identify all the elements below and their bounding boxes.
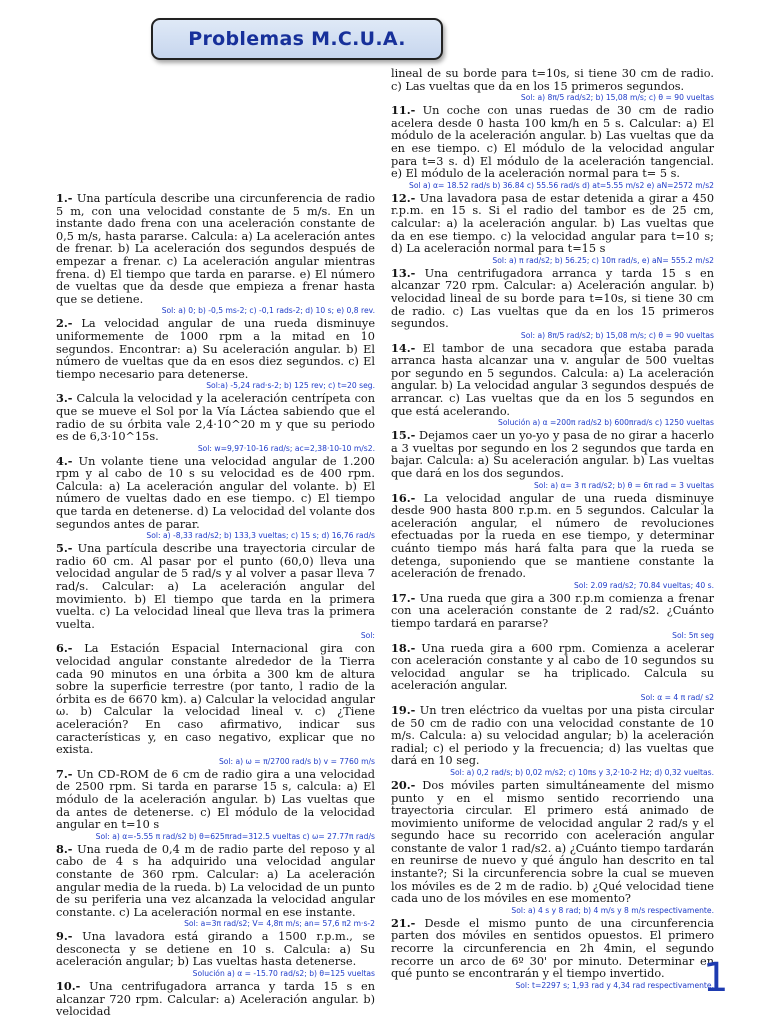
problem-number: 17.- bbox=[391, 590, 416, 605]
problem-r3 bbox=[391, 192, 714, 256]
problem-l2 bbox=[56, 317, 375, 381]
problem-l10 bbox=[56, 980, 375, 1019]
problem-number: 3.- bbox=[56, 391, 73, 406]
solution-line: Sol: a) π rad/s2; b) 56.25; c) 10π rad/s, e) aN= 555.2 m/s2 bbox=[492, 255, 714, 265]
problem-number: 12.- bbox=[391, 190, 416, 205]
problem-text: Un coche con unas ruedas de 30 cm de radio acelera desde 0 hasta 100 km/h en 5 s. Calcular: a) El módulo de la aceleración angular. b) Las vueltas que da en ese tiempo. c) El módulo de la velocidad angular para t=3 s. d) El módulo de la aceleración tangencial. e) El módulo de la aceleración normal para t= 5 s. bbox=[391, 104, 714, 181]
problem-text: La Estación Espacial Internacional gira con velocidad angular constante alrededor de la Tierra cada 90 minutos en una órbita a 300 km de altura sobre la superficie terrestre (por tanto, l radio de la órbita es de 6670 km). a) Calcular la velocidad angular ω. b) Calcular la velocidad lineal v. c) ¿Tiene aceleración? En caso afirmativo, indicar sus características y, en caso negativo, explicar que no exista. bbox=[56, 642, 376, 757]
problem-text: Un volante tiene una velocidad angular de 1.200 rpm y al cabo de 10 s su velocidad es de 400 rpm. Calcula: a) La aceleración angular del volante. b) El número de vueltas dado en ese tiempo. c) El tiempo que tarda en detenerse. d) La velocidad del volante dos segundos antes de parar. bbox=[56, 454, 375, 531]
problem-number: 5.- bbox=[56, 541, 73, 556]
problem-r4 bbox=[391, 267, 714, 331]
solution-line: Solución a) α = -15.70 rad/s2; b) θ=125 vueltas bbox=[192, 969, 375, 979]
problem-number: 13.- bbox=[391, 265, 416, 280]
left-column bbox=[56, 192, 375, 1019]
problem-text: Una rueda que gira a 300 r.p.m comienza a frenar con una aceleración constante de 2 rad/s2. ¿Cuánto tiempo tardará en pararse? bbox=[391, 591, 714, 630]
solution-line: Sol: a) ω = π/2700 rad/s b) v = 7760 m/s bbox=[218, 756, 375, 766]
solution-line: Sol: α = 4 π rad/ s2 bbox=[640, 692, 714, 702]
problem-r9 bbox=[391, 642, 714, 693]
problem-text: Una rueda gira a 600 rpm. Comienza a acelerar con aceleración constante y al cabo de 10 segundos su velocidad angular se ha triplicado. Calcula su aceleración angular. bbox=[391, 641, 714, 693]
problem-number: 2.- bbox=[56, 316, 73, 331]
problem-text: Una partícula describe una trayectoria circular de radio 60 cm. Al pasar por el punto (60,0) lleva una velocidad angular de 5 rad/s y al volver a pasar lleva 7 rad/s. Calcular: a) La aceleración angular del movimiento. b) El tiempo que tarda en la primera vuelta. c) La velocidad lineal que lleva tras la primera vuelta. bbox=[56, 542, 376, 631]
problem-text: Un tren eléctrico da vueltas por una pista circular de 50 cm de radio con una velocidad constante de 10 m/s. Calcula: a) su velocidad angular; b) la aceleración radial; c) el periodo y la frecuencia; d) las vueltas que dará en 10 seg. bbox=[391, 703, 714, 768]
problem-text: La velocidad angular de una rueda disminuye uniformemente de 1000 rpm a la mitad en 10 segundos. Encontrar: a) Su aceleración angular. b) El número de vueltas que da en esos diez segundos. c) El tiempo necesario para detenerse. bbox=[56, 317, 375, 381]
problem-r6 bbox=[391, 429, 714, 480]
solution-line: Sol: bbox=[360, 631, 375, 641]
problem-text: Desde el mismo punto de una circunferencia parten dos móviles en sentidos opuestos. El primero recorre la circunferencia en 2h 4min, el segundo recorre un arco de 6º 30' por minuto. Determinar en qué punto se encontrarán y el tiempo invertido. bbox=[391, 916, 715, 981]
problem-text: Una lavadora está girando a 1500 r.p.m., se desconecta y se detiene en 10 s. Calcula: a) Su aceleración angular; b) Las vueltas hasta detenerse. bbox=[56, 930, 375, 969]
solution-line: Solución a) α =200π rad/s2 b) 600πrad/s c) 1250 vueltas bbox=[498, 418, 714, 428]
right-column bbox=[391, 68, 714, 992]
problem-text: La velocidad angular de una rueda disminuye desde 900 hasta 800 r.p.m. en 5 segundos. Calcular la aceleración angular, el número de revoluciones efectuadas por la rueda en ese tiempo, y determinar cuánto tiempo más hará falta para que la rueda se detenga, suponiendo que se mantiene constante la aceleración de frenado. bbox=[391, 491, 714, 581]
problem-l7 bbox=[56, 768, 375, 832]
problem-l6 bbox=[56, 642, 375, 756]
problem-text: Una centrifugadora arranca y tarda 15 s en alcanzar 720 rpm. Calcular: a) Aceleración angular. b) velocidad bbox=[56, 980, 375, 1019]
problem-number: 1.- bbox=[56, 191, 73, 205]
problem-r1 bbox=[391, 68, 714, 93]
title-banner bbox=[151, 18, 443, 60]
problem-number: 6.- bbox=[56, 641, 73, 656]
solution-line: Sol:a) -5,24 rad·s-2; b) 125 rev; c) t=20 seg. bbox=[206, 381, 375, 391]
problem-number: 21.- bbox=[391, 915, 416, 930]
problem-number: 9.- bbox=[56, 929, 73, 944]
problem-text: Dejamos caer un yo-yo y pasa de no girar a hacerlo a 3 vueltas por segundo en los 2 segundos que tarda en bajar. Calcula: a) Su aceleración angular. b) Las vueltas que dará en los dos segundos. bbox=[391, 429, 714, 481]
problem-text: Un CD-ROM de 6 cm de radio gira a una velocidad de 2500 rpm. Si tarda en pararse 15 s, calcula: a) El módulo de la aceleración angular. b) Las vueltas que da antes de detenerse. c) El módulo de la velocidad angular en t=10 s bbox=[56, 767, 376, 832]
solution-line: Sol a) α= 18.52 rad/s b) 36.84 c) 55.56 rad/s d) at=5.55 m/s2 e) aN=2572 m/s2 bbox=[409, 180, 714, 190]
problem-number: 4.- bbox=[56, 453, 73, 468]
problem-l9 bbox=[56, 930, 375, 969]
problem-l3 bbox=[56, 392, 375, 443]
solution-line: Sol: w=9,97·10-16 rad/s; ac=2,38·10-10 m/s2. bbox=[197, 443, 375, 453]
solution-line: Sol: a) 8π/5 rad/s2; b) 15,08 m/s; c) θ = 90 vueltas bbox=[520, 330, 714, 340]
problem-number: 15.- bbox=[391, 428, 416, 443]
problem-r7 bbox=[391, 492, 714, 581]
solution-line: Sol: 5π seg bbox=[672, 630, 714, 640]
problem-text: Una lavadora pasa de estar detenida a girar a 450 r.p.m. en 15 s. Si el radio del tambor es de 25 cm, calcular: a) la aceleración angular. b) Las vueltas que da en ese tiempo. c) la velocidad angular para t=10 s; d) La aceleración normal para t=15 s bbox=[391, 191, 715, 256]
problem-number: 16.- bbox=[391, 490, 416, 505]
page-number: 1 bbox=[703, 955, 729, 1001]
solution-line: Sol: a) -8,33 rad/s2; b) 133,3 vueltas; c) 15 s; d) 16,76 rad/s bbox=[146, 531, 375, 541]
solution-line: Sol: a) α=-5.55 π rad/s2 b) θ=625πrad=312.5 vueltas c) ω= 27.77π rad/s bbox=[95, 831, 375, 841]
problem-l5 bbox=[56, 542, 375, 631]
problem-text: Calcula la velocidad y la aceleración centrípeta con que se mueve el Sol por la Vía Láctea sabiendo que el radio de su órbita vale 2,4·10^20 m y que su periodo es de 6,3·10^15s. bbox=[56, 392, 375, 444]
problem-r2 bbox=[391, 104, 714, 181]
problem-number: 18.- bbox=[391, 640, 416, 655]
problem-r10 bbox=[391, 704, 714, 768]
problem-l1 bbox=[56, 192, 375, 306]
problem-number: 20.- bbox=[391, 777, 416, 792]
problem-l4 bbox=[56, 455, 375, 532]
solution-line: Sol: a=3π rad/s2; V= 4,8π m/s; an= 57,6 π2 m·s-2 bbox=[184, 919, 375, 929]
problem-number: 10.- bbox=[56, 979, 81, 994]
problem-text: Una partícula describe una circunferencia de radio 5 m, con una velocidad constante de 5 m/s. En un instante dado frena con una aceleración constante de 0,5 m/s, hasta pararse. Calcula: a) La aceleración antes de frenar. b) La aceleración dos segundos después de empezar a frenar. c) La aceleración angular mientras frena. d) El tiempo que tarda en pararse. e) El número de vueltas que da desde que empieza a frenar hasta que se detiene. bbox=[56, 192, 375, 306]
solution-line: Sol: t=2297 s; 1,93 rad y 4,34 rad respectivamente. bbox=[515, 980, 714, 990]
solution-line: Sol: a) 0,2 rad/s; b) 0,02 m/s2; c) 10πs y 3,2·10-2 Hz; d) 0,32 vueltas. bbox=[450, 767, 714, 777]
problem-text: Dos móviles parten simultáneamente del mismo punto y en el mismo sentido recorriendo una trayectoria circular. El primero está animado de movimiento uniforme de velocidad angular 2 rad/s y el segundo hace su recorrido con aceleración angular constante de valor 1 rad/s2. a) ¿Cuánto tiempo tardarán en reunirse de nuevo y qué ángulo han descrito en tal instante?; Si la circunferencia sobre la cual se mueven los móviles es de 2 m de radio. b) ¿Qué velocidad tiene cada uno de los móviles en ese momento? bbox=[391, 778, 714, 906]
problem-r12 bbox=[391, 917, 714, 981]
problem-number: 7.- bbox=[56, 766, 73, 781]
page-title: Problemas M.C.U.A. bbox=[188, 28, 406, 50]
solution-line: Sol: a) α= 3 π rad/s2; b) θ = 6π rad = 3 vueltas bbox=[533, 480, 714, 490]
problem-number: 8.- bbox=[56, 841, 73, 856]
problem-r11 bbox=[391, 779, 714, 906]
problem-text: lineal de su borde para t=10s, si tiene 30 cm de radio. c) Las vueltas que da en los 15 primeros segundos. bbox=[391, 67, 714, 93]
problem-number: 11.- bbox=[391, 103, 416, 118]
solution-line: Sol: 2.09 rad/s2; 70.84 vueltas; 40 s. bbox=[573, 580, 714, 590]
solution-line: Sol: a) 8π/5 rad/s2; b) 15,08 m/s; c) θ = 90 vueltas bbox=[520, 93, 714, 103]
solution-line: Sol: a) 0; b) -0,5 ms-2; c) -0,1 rads-2; d) 10 s; e) 0,8 rev. bbox=[161, 306, 375, 316]
problem-number: 19.- bbox=[391, 702, 416, 717]
problem-text: El tambor de una secadora que estaba parada arranca hasta alcanzar una v. angular de 500 vueltas por segundo en 5 segundos. Calcula: a) La aceleración angular. b) La velocidad angular 3 segundos después de arrancar. c) Las vueltas que da en los 5 segundos en que está acelerando. bbox=[391, 341, 714, 418]
problem-r8 bbox=[391, 592, 714, 631]
problem-r5 bbox=[391, 342, 714, 419]
problem-text: Una rueda de 0,4 m de radio parte del reposo y al cabo de 4 s ha adquirido una velocidad angular constante de 360 rpm. Calcular: a) La aceleración angular media de la rueda. b) La velocidad de un punto de su periferia una vez alcanzada la velocidad angular constante. c) La aceleración normal en ese instante. bbox=[56, 842, 375, 919]
problem-text: Una centrifugadora arranca y tarda 15 s en alcanzar 720 rpm. Calcular: a) Aceleración angular. b) velocidad lineal de su borde para t=10s, si tiene 30 cm de radio. c) Las vueltas que da en los 15 primeros segundos. bbox=[391, 266, 714, 331]
problem-number: 14.- bbox=[391, 340, 416, 355]
solution-line: Sol: a) 4 s y 8 rad; b) 4 m/s y 8 m/s respectivamente. bbox=[511, 905, 714, 915]
problem-l8 bbox=[56, 843, 375, 920]
